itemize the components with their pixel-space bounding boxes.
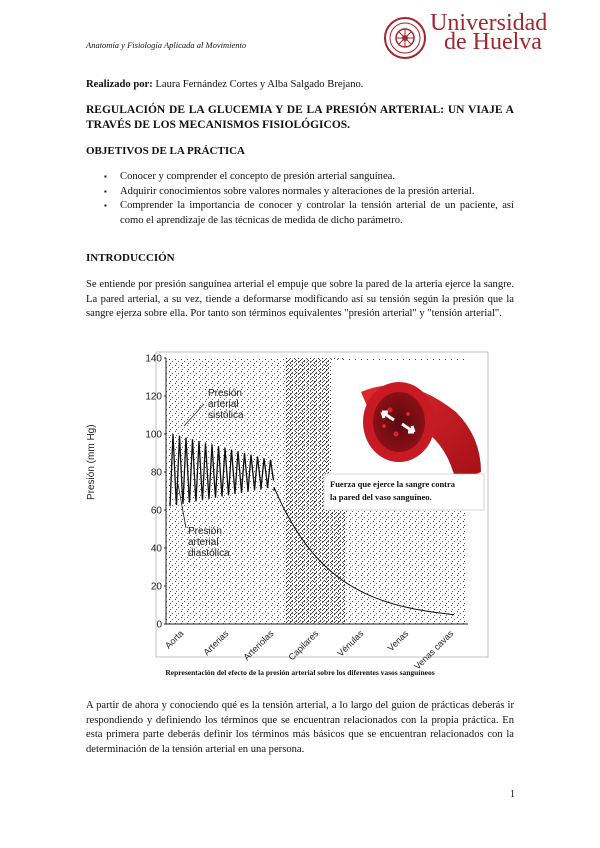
objectives-heading: OBJETIVOS DE LA PRÁCTICA — [86, 145, 246, 157]
x-tick-label: Venas — [385, 628, 411, 654]
list-item: ▪ Comprender la importancia de conocer y controlar la tensión arterial de un paciente, así como el aprendizaje de las técnicas de medida de dicho parámetro. — [86, 199, 514, 228]
label-systolic-3: sistólica — [208, 410, 244, 421]
university-seal-icon — [383, 16, 427, 60]
label-diastolic-2: arterial — [188, 537, 219, 548]
y-tick-label: 40 — [150, 543, 162, 555]
header-course-title: Anatomía y Fisiología Aplicada al Movimiento — [86, 40, 247, 50]
y-tick-label: 60 — [150, 505, 162, 517]
x-tick-label: Arterias — [201, 628, 231, 658]
vessel-inset — [324, 360, 486, 510]
list-item: ▪ Conocer y comprender el concepto de presión arterial sanguínea. — [86, 170, 514, 185]
logo-line-2: de Huelva — [444, 29, 542, 55]
x-tick-label: Capilares — [286, 628, 321, 663]
label-diastolic-3: diastólica — [188, 548, 230, 559]
x-tick-label: Arteriolas — [241, 628, 276, 663]
document-title: REGULACIÓN DE LA GLUCEMIA Y DE LA PRESIÓN ARTERIAL: UN VIAJE A TRAVÉS DE LOS MECANISMOS FISIOLÓGICOS. — [86, 104, 514, 131]
blood-pressure-figure — [145, 352, 488, 672]
list-item: ▪ Adquirir conocimientos sobre valores normales y alteraciones de la presión arterial. — [86, 185, 514, 200]
x-tick-label: Venas cavas — [412, 628, 456, 672]
y-axis-title: Presión (mm Hg) — [86, 424, 97, 500]
label-systolic-2: arterial — [208, 399, 239, 410]
introduction-paragraph: Se entiende por presión sanguínea arterial el empuje que sobre la pared de la arteria ejerce la sangre. La pared arterial, a su vez, tiende a deformarse modificando así su tensión según la presión que la sangre ejerza sobre ella. Por tanto son términos equivalentes "presión arterial" y "tensión arterial". — [86, 279, 514, 319]
introduction-heading: INTRODUCCIÓN — [86, 252, 175, 264]
label-diastolic-1: Presión — [188, 526, 222, 537]
authors-label: Realizado por: — [86, 79, 153, 90]
page-number: 1 — [510, 789, 515, 800]
authors-names: Laura Fernández Cortes y Alba Salgado Brejano. — [155, 79, 364, 90]
x-tick-label: Aorta — [163, 628, 186, 651]
x-tick-label: Vénulas — [335, 628, 366, 659]
objectives-list — [86, 170, 514, 228]
y-tick-label: 80 — [150, 467, 162, 479]
figure-caption: Representación del efecto de la presión arterial sobre los diferentes vasos sanguíneos — [165, 668, 435, 677]
y-tick-label: 120 — [145, 391, 162, 403]
closing-paragraph: A partir de ahora y conociendo qué es la tensión arterial, a lo largo del guion de prácticas deberás ir respondiendo y definiendo los términos que se encuentran relacionados con la propia práctica. En esta primera parte deberás definir los términos más básicos que se encuentran relacionados con la determinación de la tensión arterial en una persona. — [86, 700, 514, 755]
label-systolic-1: Presión — [208, 388, 242, 399]
inset-caption-2: la pared del vaso sanguíneo. — [330, 492, 432, 502]
inset-caption-1: Fuerza que ejerce la sangre contra — [330, 479, 456, 489]
y-tick-label: 140 — [145, 353, 162, 365]
y-tick-label: 20 — [150, 581, 162, 593]
authors-line — [86, 78, 514, 93]
y-tick-label: 0 — [156, 619, 162, 631]
y-tick-label: 100 — [145, 429, 162, 441]
logo-line-1: Universidad — [430, 10, 548, 36]
university-logo — [430, 10, 548, 55]
